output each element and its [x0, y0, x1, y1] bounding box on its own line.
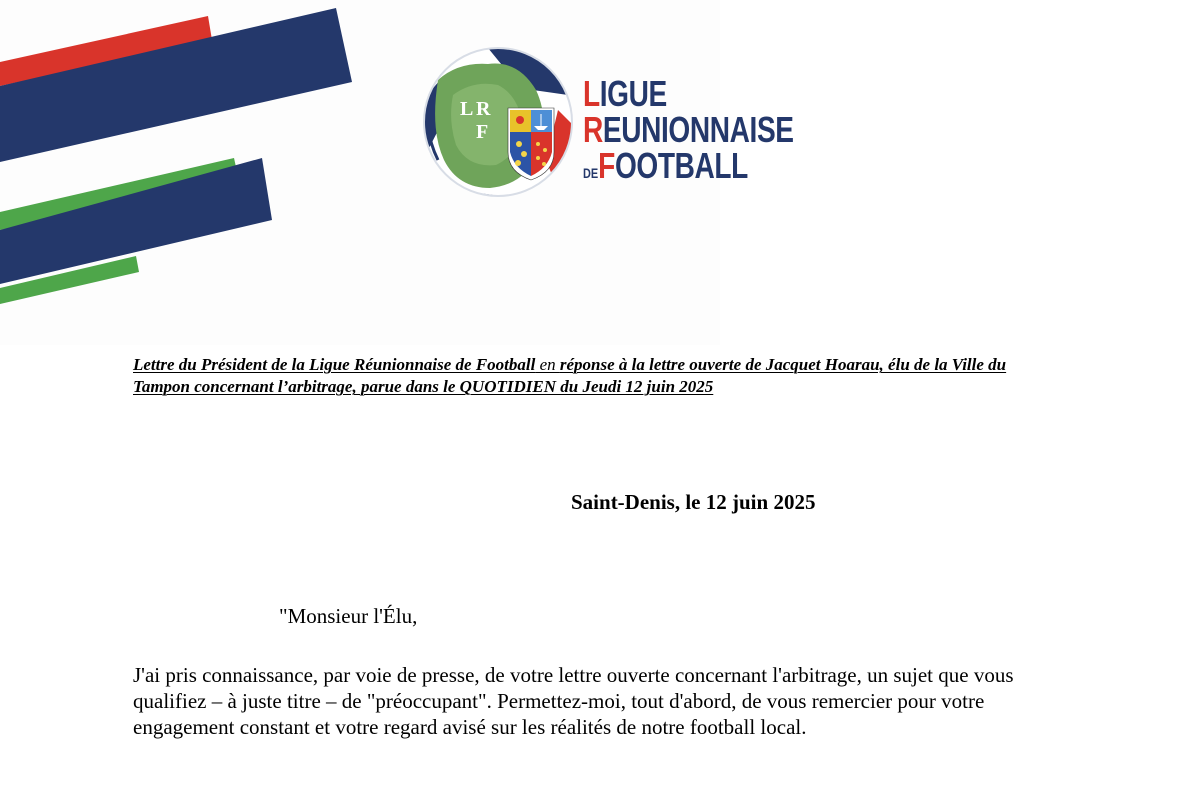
- decorative-stripes: [0, 0, 360, 310]
- logo-line-2: REUNIONNAISE: [583, 109, 794, 150]
- emblem-letter-f: F: [476, 121, 489, 143]
- logo-line-1: LIGUE: [583, 73, 667, 114]
- league-logo: [418, 40, 794, 210]
- league-emblem-icon: [418, 40, 578, 205]
- salutation: "Monsieur l'Élu,: [279, 604, 418, 628]
- league-name: [583, 73, 794, 186]
- coat-of-arms-icon: [508, 108, 554, 180]
- emblem-letter-r: R: [476, 98, 491, 120]
- body-paragraph: J'ai pris connaissance, par voie de presse, de votre lettre ouverte concernant l'arbitrage, un sujet que vous qualifiez – à juste titre – de "préoccupant". Permettez-moi, tout d'abord, de vous remercier pour votre engagement constant et votre regard avisé sur les réalités de notre football local.: [133, 663, 1014, 739]
- letter-title-part3: réponse à la lettre ouverte de Jacquet Hoarau, élu de la Ville du Tampon concernant l’arbitrage, parue dans le QUOTIDIEN du Jeudi 12 juin 2025: [133, 355, 1007, 396]
- letter-title-part2: en: [535, 355, 560, 374]
- letter-title: [133, 354, 1063, 398]
- place-date: Saint-Denis, le 12 juin 2025: [571, 490, 816, 514]
- letter-title-part1: Lettre du Président de la Ligue Réunionnaise de Football: [133, 355, 536, 374]
- emblem-letter-l: L: [460, 98, 474, 120]
- letterhead: [0, 0, 794, 345]
- logo-line-3: DEFOOTBALL: [583, 145, 748, 186]
